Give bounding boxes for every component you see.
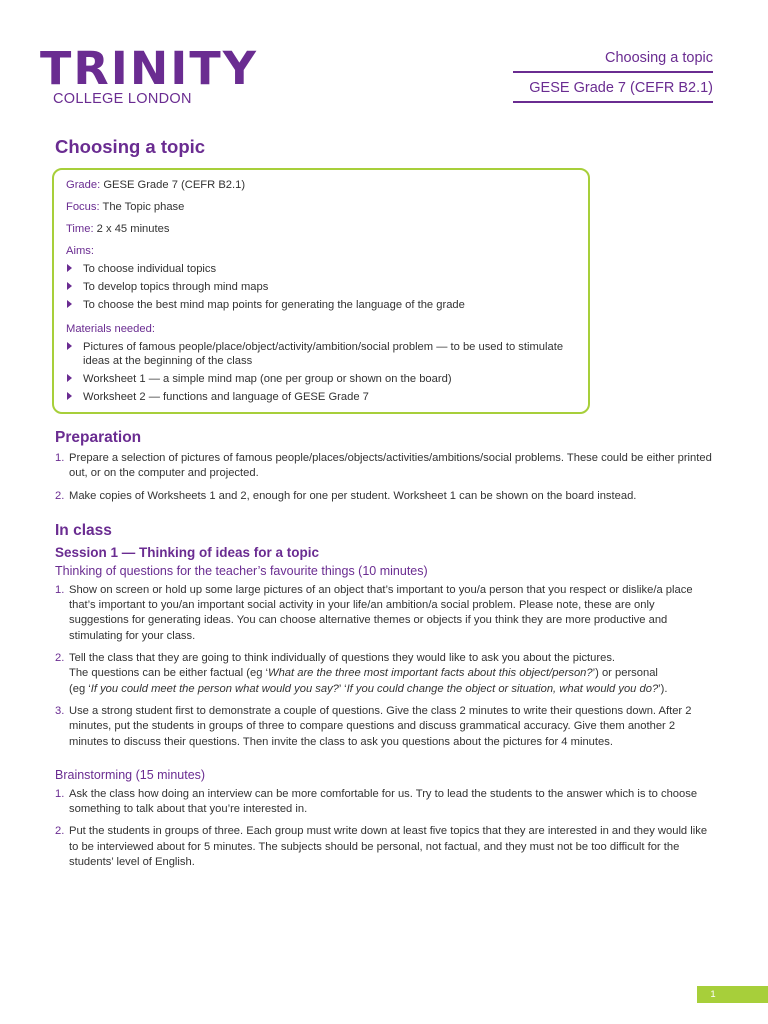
grade-value: GESE Grade 7 (CEFR B2.1) [103,179,246,191]
page-header [513,50,713,103]
preparation-list [52,451,717,504]
bullet-icon [67,300,72,308]
in-class-heading: In class [55,521,112,539]
bullet-icon [67,374,72,382]
list-item: Pictures of famous people/place/object/activity/ambition/social problem — to be used to stimulate ideas at the beginning of the class [66,340,576,368]
focus-row [66,200,576,214]
brainstorming-steps [52,787,717,870]
list-item: 1. Prepare a selection of pictures of famous people/places/objects/activities/ambitions/social problems. These could be either printed out, or on the computer and projected. [55,452,712,480]
bullet-icon [67,264,72,272]
bullet-icon [67,282,72,290]
session-heading: Session 1 — Thinking of ideas for a topic [55,544,320,560]
materials-row [66,322,576,336]
grade-row [66,178,576,192]
list-item: To develop topics through mind maps [66,280,576,294]
page-number: 1 [710,989,716,1000]
list-item: 1. Show on screen or hold up some large pictures of an object that’s important to you/a person that you respect or dislike/a place that’s important to you/an important social activity in your life/an ambition/a social problem. Please note, these are only suggestions for generating ideas. You can choose alternative themes or objects if you think they are more productive and stimulating for your class. [55,583,693,642]
main-content [52,134,717,877]
materials-list [66,340,576,404]
list-item: Worksheet 2 — functions and language of GESE Grade 7 [66,390,576,404]
subsection-heading: Brainstorming (15 minutes) [55,767,206,782]
logo-wordmark: TRINITY [40,42,259,95]
preparation-heading: Preparation [55,429,142,446]
list-item: To choose individual topics [66,262,576,276]
header-topic: Choosing a topic [513,50,713,73]
materials-label: Materials needed: [66,323,155,335]
header-grade: GESE Grade 7 (CEFR B2.1) [513,73,713,103]
focus-label: Focus: [66,201,100,213]
aims-row [66,244,576,258]
aims-label: Aims: [66,245,94,257]
list-item: 2. Put the students in groups of three. Each group must write down at least five topics that they are interested in and they would like to be interviewed about for 5 minutes. The subjects should be personal, not factual, and they must not be too difficult for the students’ level of English. [55,825,708,869]
list-item: 2. Tell the class that they are going to think individually of questions they would like to ask you about the pictures. The questions can be either factual (eg ‘What are the three most important facts about this object/person?’) or personal (eg ‘If you could meet the person what would you say?’ ‘If you could change the object or situation, what would you do?’). [55,652,668,695]
focus-value: The Topic phase [102,201,185,213]
grade-label: Grade: [66,179,101,191]
time-label: Time: [66,223,94,235]
logo-subtitle: COLLEGE LONDON [53,91,192,107]
page-title: Choosing a topic [55,136,206,157]
subsection-heading: Thinking of questions for the teacher’s favourite things (10 minutes) [55,563,428,578]
trinity-logo [40,42,259,107]
list-item: To choose the best mind map points for generating the language of the grade [66,298,576,312]
aims-list [66,262,576,312]
list-item: 1. Ask the class how doing an interview can be more comfortable for us. Try to lead the students to the answer which is to choose something to talk about that you’re interested in. [55,787,698,816]
session-steps [52,583,717,750]
list-item: Worksheet 1 — a simple mind map (one per group or shown on the board) [66,372,576,386]
bullet-icon [67,342,72,350]
lesson-summary-box [52,168,590,414]
time-row [66,222,576,236]
list-item: 3. Use a strong student first to demonstrate a couple of questions. Give the class 2 minutes to write their questions down. After 2 minutes, put the students in groups of three to compare questions and discuss grammatical accuracy. Give them another 2 minutes to discuss their questions. Then invite the class to ask you questions about the pictures for 4 minutes. [55,704,692,748]
page-number-bar [697,986,768,1003]
bullet-icon [67,392,72,400]
time-value: 2 x 45 minutes [96,223,170,235]
list-item: 2. Make copies of Worksheets 1 and 2, enough for one per student. Worksheet 1 can be shown on the board instead. [55,489,637,502]
